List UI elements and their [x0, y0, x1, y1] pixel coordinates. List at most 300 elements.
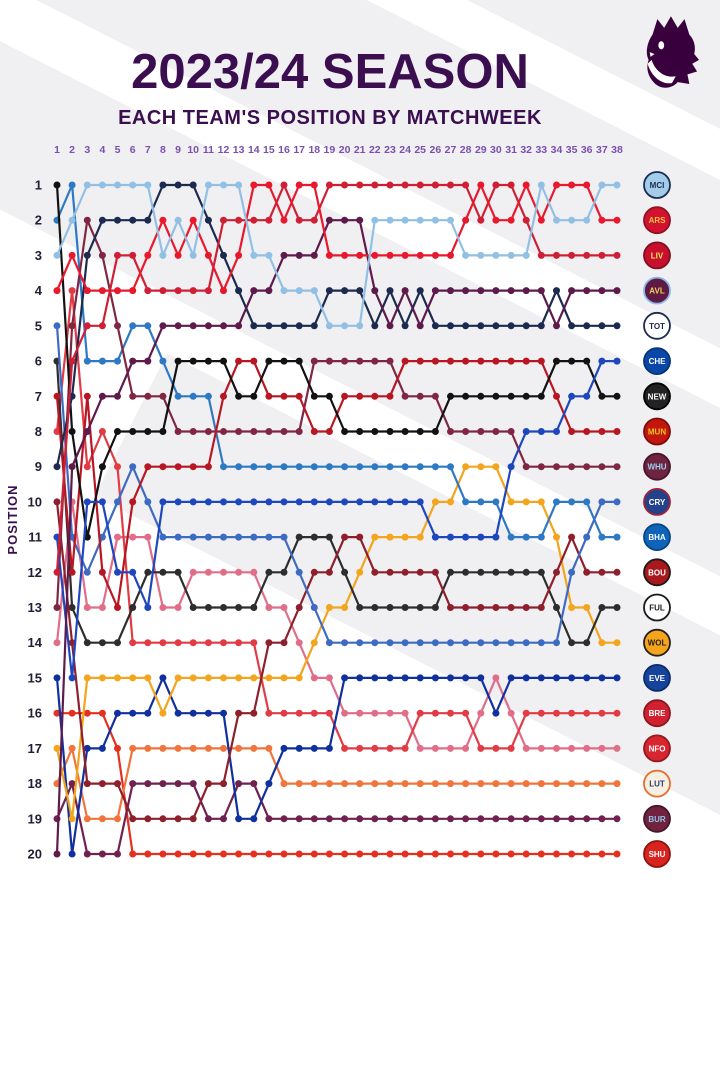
- dot-BOU-mw31: [508, 604, 515, 611]
- dot-WOL-mw3: [84, 674, 91, 681]
- dot-ARS-mw6: [129, 287, 136, 294]
- dot-LUT-mw37: [598, 780, 605, 787]
- dot-WOL-mw35: [568, 604, 575, 611]
- dot-LIV-mw14: [250, 217, 257, 224]
- dot-ARS-mw22: [371, 252, 378, 259]
- dot-NFO-mw20: [341, 710, 348, 717]
- dot-CHE-mw2: [69, 674, 76, 681]
- dot-BHA-mw20: [341, 463, 348, 470]
- dot-ARS-mw20: [341, 252, 348, 259]
- dot-CRY-mw13: [235, 534, 242, 541]
- dot-BUR-mw17: [296, 815, 303, 822]
- badge-AVL: [644, 278, 670, 304]
- dot-TOT-mw17: [296, 322, 303, 329]
- dot-FUL-mw35: [568, 639, 575, 646]
- dot-CRY-mw24: [402, 639, 409, 646]
- dot-EVE-mw32: [523, 674, 530, 681]
- dot-NFO-mw29: [477, 710, 484, 717]
- dot-CHE-mw7: [144, 604, 151, 611]
- dot-EVE-mw6: [129, 710, 136, 717]
- badge-abbr-BOU: BOU: [648, 568, 666, 578]
- dot-LIV-mw2: [69, 358, 76, 365]
- dot-BHA-mw12: [220, 463, 227, 470]
- position-label: 4: [34, 283, 42, 299]
- dot-TOT-mw31: [508, 322, 515, 329]
- dot-WOL-mw31: [508, 498, 515, 505]
- dot-LUT-mw17: [296, 780, 303, 787]
- dot-NEW-mw25: [417, 428, 424, 435]
- dot-TOT-mw20: [341, 287, 348, 294]
- badge-BUR: [644, 806, 670, 832]
- dot-MUN-mw24: [402, 358, 409, 365]
- dot-BUR-mw24: [402, 815, 409, 822]
- dot-NFO-mw19: [326, 674, 333, 681]
- dot-WOL-mw20: [341, 604, 348, 611]
- dot-BHA-mw30: [492, 498, 499, 505]
- dot-MUN-mw12: [220, 393, 227, 400]
- dot-WHU-mw5: [114, 322, 121, 329]
- dot-LIV-mw33: [538, 252, 545, 259]
- dot-BUR-mw9: [175, 780, 182, 787]
- dot-BRE-mw10: [190, 639, 197, 646]
- dot-BHA-mw16: [281, 463, 288, 470]
- dot-MCI-mw5: [114, 182, 121, 189]
- dot-AVL-mw22: [371, 287, 378, 294]
- badge-abbr-BHA: BHA: [648, 533, 666, 543]
- dot-WOL-mw33: [538, 498, 545, 505]
- dot-WHU-mw34: [553, 463, 560, 470]
- dot-LIV-mw4: [99, 322, 106, 329]
- badge-BOU: [644, 559, 670, 585]
- dot-FUL-mw23: [387, 604, 394, 611]
- dot-CHE-mw29: [477, 534, 484, 541]
- dot-CHE-mw4: [99, 498, 106, 505]
- dot-BHA-mw3: [84, 358, 91, 365]
- dot-WHU-mw4: [99, 252, 106, 259]
- dot-BRE-mw18: [311, 710, 318, 717]
- dot-AVL-mw20: [341, 217, 348, 224]
- dot-TOT-mw13: [235, 287, 242, 294]
- dot-AVL-mw21: [356, 217, 363, 224]
- dot-CHE-mw31: [508, 463, 515, 470]
- dot-LUT-mw36: [583, 780, 590, 787]
- dot-BHA-mw31: [508, 534, 515, 541]
- dot-BHA-mw9: [175, 393, 182, 400]
- dot-ARS-mw18: [311, 182, 318, 189]
- dot-ARS-mw9: [175, 252, 182, 259]
- dot-BUR-mw32: [523, 815, 530, 822]
- dot-CHE-mw26: [432, 534, 439, 541]
- dot-CRY-mw15: [265, 534, 272, 541]
- dot-MCI-mw38: [614, 182, 621, 189]
- dot-LIV-mw36: [583, 252, 590, 259]
- dot-FUL-mw37: [598, 604, 605, 611]
- dot-MUN-mw4: [99, 569, 106, 576]
- dot-TOT-mw9: [175, 182, 182, 189]
- dot-FUL-mw13: [235, 604, 242, 611]
- dot-MCI-mw37: [598, 182, 605, 189]
- dot-BHA-mw33: [538, 534, 545, 541]
- dot-ARS-mw1: [54, 287, 61, 294]
- badge-abbr-CRY: CRY: [648, 497, 666, 507]
- dot-CHE-mw34: [553, 428, 560, 435]
- position-label: 2: [34, 212, 42, 228]
- dot-CHE-mw3: [84, 498, 91, 505]
- dot-BHA-mw38: [614, 534, 621, 541]
- dot-BUR-mw5: [114, 851, 121, 858]
- dot-SHU-mw34: [553, 851, 560, 858]
- badge-abbr-ARS: ARS: [648, 216, 666, 226]
- dot-WOL-mw19: [326, 604, 333, 611]
- dot-SHU-mw36: [583, 851, 590, 858]
- dot-NFO-mw22: [371, 710, 378, 717]
- dot-BHA-mw11: [205, 393, 212, 400]
- dot-FUL-mw10: [190, 604, 197, 611]
- position-label: 20: [27, 846, 42, 862]
- dot-LUT-mw34: [553, 780, 560, 787]
- dot-NFO-mw23: [387, 710, 394, 717]
- dot-TOT-mw32: [523, 322, 530, 329]
- dot-BRE-mw23: [387, 745, 394, 752]
- dot-TOT-mw37: [598, 322, 605, 329]
- dot-SHU-mw28: [462, 851, 469, 858]
- dot-WHU-mw8: [159, 393, 166, 400]
- dot-CHE-mw11: [205, 498, 212, 505]
- position-label: 9: [34, 459, 42, 475]
- dot-AVL-mw33: [538, 287, 545, 294]
- badge-abbr-WOL: WOL: [647, 638, 667, 648]
- dot-LIV-mw24: [402, 182, 409, 189]
- badge-ARS: [644, 207, 670, 233]
- dot-FUL-mw27: [447, 569, 454, 576]
- dot-WHU-mw21: [356, 358, 363, 365]
- dot-BRE-mw35: [568, 710, 575, 717]
- dot-MCI-mw34: [553, 217, 560, 224]
- dot-MUN-mw21: [356, 393, 363, 400]
- dot-LIV-mw11: [205, 287, 212, 294]
- dot-BHA-mw10: [190, 393, 197, 400]
- dot-WOL-mw4: [99, 674, 106, 681]
- dot-ARS-mw29: [477, 182, 484, 189]
- dot-LIV-mw6: [129, 252, 136, 259]
- dot-MCI-mw16: [281, 287, 288, 294]
- dot-BRE-mw29: [477, 745, 484, 752]
- dot-SHU-mw21: [356, 851, 363, 858]
- team-line-CHE: [54, 358, 621, 682]
- matchweek-label: 7: [144, 144, 151, 156]
- dot-BRE-mw22: [371, 745, 378, 752]
- dot-WHU-mw30: [492, 428, 499, 435]
- dot-LUT-mw28: [462, 780, 469, 787]
- dot-BRE-mw12: [220, 639, 227, 646]
- dot-ARS-mw11: [205, 252, 212, 259]
- dot-WOL-mw10: [190, 674, 197, 681]
- dot-NFO-mw24: [402, 710, 409, 717]
- dot-BUR-mw38: [614, 815, 621, 822]
- dot-WHU-mw18: [311, 358, 318, 365]
- dot-ARS-mw28: [462, 217, 469, 224]
- dot-MCI-mw13: [235, 182, 242, 189]
- dot-BHA-mw36: [583, 498, 590, 505]
- dot-MUN-mw27: [447, 358, 454, 365]
- dot-SHU-mw18: [311, 851, 318, 858]
- dot-BHA-mw25: [417, 463, 424, 470]
- dot-NFO-mw16: [281, 604, 288, 611]
- dot-NFO-mw10: [190, 569, 197, 576]
- dot-LUT-mw16: [281, 780, 288, 787]
- dot-MCI-mw28: [462, 252, 469, 259]
- dot-WHU-mw14: [250, 428, 257, 435]
- dot-TOT-mw12: [220, 252, 227, 259]
- dot-FUL-mw24: [402, 604, 409, 611]
- dot-FUL-mw30: [492, 569, 499, 576]
- position-label: 8: [34, 424, 42, 439]
- dot-FUL-mw33: [538, 569, 545, 576]
- dot-BRE-mw4: [99, 428, 106, 435]
- dot-ARS-mw21: [356, 252, 363, 259]
- dot-AVL-mw19: [326, 217, 333, 224]
- dot-LUT-mw24: [402, 780, 409, 787]
- dot-MCI-mw32: [523, 252, 530, 259]
- dot-SHU-mw37: [598, 851, 605, 858]
- dot-ARS-mw30: [492, 217, 499, 224]
- dot-LUT-mw19: [326, 780, 333, 787]
- dot-BRE-mw25: [417, 710, 424, 717]
- dot-WOL-mw26: [432, 498, 439, 505]
- matchweek-label: 36: [580, 144, 593, 156]
- dot-TOT-mw1: [54, 463, 61, 470]
- dot-MCI-mw14: [250, 252, 257, 259]
- dot-BHA-mw32: [523, 534, 530, 541]
- dot-LUT-mw11: [205, 745, 212, 752]
- dot-BUR-mw8: [159, 780, 166, 787]
- dot-NEW-mw2: [69, 428, 76, 435]
- dot-TOT-mw29: [477, 322, 484, 329]
- dot-FUL-mw20: [341, 569, 348, 576]
- dot-SHU-mw2: [69, 710, 76, 717]
- badge-LUT: [644, 771, 670, 797]
- page-title: 2023/24 SEASON: [131, 45, 529, 99]
- dot-MUN-mw15: [265, 393, 272, 400]
- dot-NEW-mw16: [281, 358, 288, 365]
- dot-LUT-mw38: [614, 780, 621, 787]
- dot-WOL-mw11: [205, 674, 212, 681]
- dot-TOT-mw35: [568, 322, 575, 329]
- dot-SHU-mw27: [447, 851, 454, 858]
- dot-WOL-mw16: [281, 674, 288, 681]
- dot-FUL-mw25: [417, 604, 424, 611]
- dot-FUL-mw22: [371, 604, 378, 611]
- dot-CHE-mw18: [311, 498, 318, 505]
- dot-BOU-mw7: [144, 815, 151, 822]
- dot-NEW-mw18: [311, 393, 318, 400]
- dot-CHE-mw27: [447, 534, 454, 541]
- dot-MCI-mw9: [175, 217, 182, 224]
- dot-NEW-mw9: [175, 358, 182, 365]
- dot-BHA-mw37: [598, 534, 605, 541]
- dot-BOU-mw32: [523, 604, 530, 611]
- dot-TOT-mw4: [99, 217, 106, 224]
- dot-MCI-mw35: [568, 217, 575, 224]
- dot-EVE-mw29: [477, 674, 484, 681]
- dot-LUT-mw23: [387, 780, 394, 787]
- dot-EVE-mw27: [447, 674, 454, 681]
- dot-CRY-mw37: [598, 498, 605, 505]
- matchweek-label: 13: [232, 144, 245, 156]
- dot-ARS-mw25: [417, 252, 424, 259]
- dot-BUR-mw13: [235, 780, 242, 787]
- matchweek-label: 27: [444, 144, 457, 156]
- dot-LUT-mw3: [84, 815, 91, 822]
- dot-NEW-mw31: [508, 393, 515, 400]
- dot-NEW-mw36: [583, 358, 590, 365]
- dot-EVE-mw8: [159, 674, 166, 681]
- dot-CHE-mw9: [175, 498, 182, 505]
- dot-LIV-mw1: [54, 569, 61, 576]
- dot-BUR-mw19: [326, 815, 333, 822]
- dot-NEW-mw15: [265, 358, 272, 365]
- dot-LIV-mw37: [598, 252, 605, 259]
- dot-NEW-mw30: [492, 393, 499, 400]
- dot-CHE-mw17: [296, 498, 303, 505]
- dot-MUN-mw9: [175, 463, 182, 470]
- dot-BHA-mw26: [432, 463, 439, 470]
- dot-ARS-mw17: [296, 182, 303, 189]
- dot-CRY-mw18: [311, 604, 318, 611]
- dot-CHE-mw37: [598, 358, 605, 365]
- dot-BUR-mw27: [447, 815, 454, 822]
- dot-AVL-mw9: [175, 322, 182, 329]
- dot-NEW-mw8: [159, 428, 166, 435]
- dot-BHA-mw18: [311, 463, 318, 470]
- position-label: 18: [27, 776, 42, 792]
- dot-CHE-mw33: [538, 428, 545, 435]
- position-label: 16: [27, 705, 42, 721]
- dot-LIV-mw29: [477, 217, 484, 224]
- dot-NFO-mw38: [614, 745, 621, 752]
- dot-BOU-mw8: [159, 815, 166, 822]
- badge-BHA: [644, 524, 670, 550]
- position-axis-label: POSITION: [5, 484, 20, 555]
- matchweek-label: 38: [611, 144, 623, 156]
- dot-BHA-mw22: [371, 463, 378, 470]
- badge-CRY: [644, 489, 670, 515]
- dot-FUL-mw28: [462, 569, 469, 576]
- dot-EVE-mw19: [326, 745, 333, 752]
- dot-TOT-mw21: [356, 287, 363, 294]
- badge-abbr-EVE: EVE: [648, 673, 666, 683]
- dot-MCI-mw1: [54, 252, 61, 259]
- dot-CRY-mw35: [568, 569, 575, 576]
- dot-CHE-mw15: [265, 498, 272, 505]
- position-label: 12: [27, 564, 42, 580]
- matchweek-label: 37: [596, 144, 608, 156]
- dot-AVL-mw18: [311, 252, 318, 259]
- dot-WOL-mw2: [69, 815, 76, 822]
- dot-CHE-mw13: [235, 498, 242, 505]
- dot-LUT-mw9: [175, 745, 182, 752]
- dot-WHU-mw7: [144, 393, 151, 400]
- dot-BOU-mw36: [583, 569, 590, 576]
- dot-WOL-mw18: [311, 639, 318, 646]
- matchweek-label: 29: [474, 144, 487, 156]
- dot-AVL-mw7: [144, 358, 151, 365]
- matchweek-label: 4: [99, 144, 106, 156]
- dot-MCI-mw30: [492, 252, 499, 259]
- dot-FUL-mw15: [265, 569, 272, 576]
- dot-BUR-mw22: [371, 815, 378, 822]
- dot-NFO-mw28: [462, 745, 469, 752]
- dot-LIV-mw34: [553, 252, 560, 259]
- dot-NFO-mw32: [523, 745, 530, 752]
- matchweek-label: 19: [323, 144, 336, 156]
- dot-SHU-mw16: [281, 851, 288, 858]
- matchweek-label: 30: [490, 144, 502, 156]
- dot-BHA-mw13: [235, 463, 242, 470]
- dot-WHU-mw16: [281, 428, 288, 435]
- dot-FUL-mw4: [99, 639, 106, 646]
- dot-BOU-mw29: [477, 604, 484, 611]
- dot-CRY-mw38: [614, 498, 621, 505]
- dot-LIV-mw9: [175, 287, 182, 294]
- dot-CRY-mw28: [462, 639, 469, 646]
- dot-TOT-mw27: [447, 322, 454, 329]
- dot-BUR-mw20: [341, 815, 348, 822]
- dot-ARS-mw34: [553, 182, 560, 189]
- dot-MUN-mw2: [69, 569, 76, 576]
- dot-EVE-mw28: [462, 674, 469, 681]
- dot-LIV-mw35: [568, 252, 575, 259]
- dot-EVE-mw38: [614, 674, 621, 681]
- dot-LIV-mw30: [492, 182, 499, 189]
- dot-MUN-mw26: [432, 358, 439, 365]
- dot-BOU-mw37: [598, 569, 605, 576]
- dot-SHU-mw32: [523, 851, 530, 858]
- premier-league-lion-logo: [638, 12, 700, 96]
- dot-LUT-mw8: [159, 745, 166, 752]
- dot-NFO-mw15: [265, 604, 272, 611]
- dot-NEW-mw21: [356, 428, 363, 435]
- dot-WHU-mw36: [583, 463, 590, 470]
- dot-MCI-mw36: [583, 217, 590, 224]
- dot-BUR-mw10: [190, 780, 197, 787]
- badge-abbr-MUN: MUN: [647, 427, 667, 437]
- dot-LUT-mw22: [371, 780, 378, 787]
- team-line-LIV: [54, 182, 621, 576]
- dot-CHE-mw30: [492, 534, 499, 541]
- dot-EVE-mw20: [341, 674, 348, 681]
- dot-BHA-mw5: [114, 358, 121, 365]
- dot-LIV-mw22: [371, 182, 378, 189]
- dot-ARS-mw38: [614, 217, 621, 224]
- dot-CHE-mw12: [220, 498, 227, 505]
- dot-LUT-mw27: [447, 780, 454, 787]
- dot-LUT-mw31: [508, 780, 515, 787]
- dot-WOL-mw13: [235, 674, 242, 681]
- dot-BOU-mw18: [311, 569, 318, 576]
- dot-BOU-mw10: [190, 815, 197, 822]
- dot-WHU-mw38: [614, 463, 621, 470]
- dot-EVE-mw37: [598, 674, 605, 681]
- dot-WHU-mw20: [341, 358, 348, 365]
- matchweek-label: 10: [187, 144, 200, 156]
- dot-BOU-mw34: [553, 569, 560, 576]
- dot-EVE-mw10: [190, 710, 197, 717]
- dot-MCI-mw6: [129, 182, 136, 189]
- dot-MUN-mw19: [326, 428, 333, 435]
- dot-BOU-mw21: [356, 534, 363, 541]
- dot-NEW-mw28: [462, 393, 469, 400]
